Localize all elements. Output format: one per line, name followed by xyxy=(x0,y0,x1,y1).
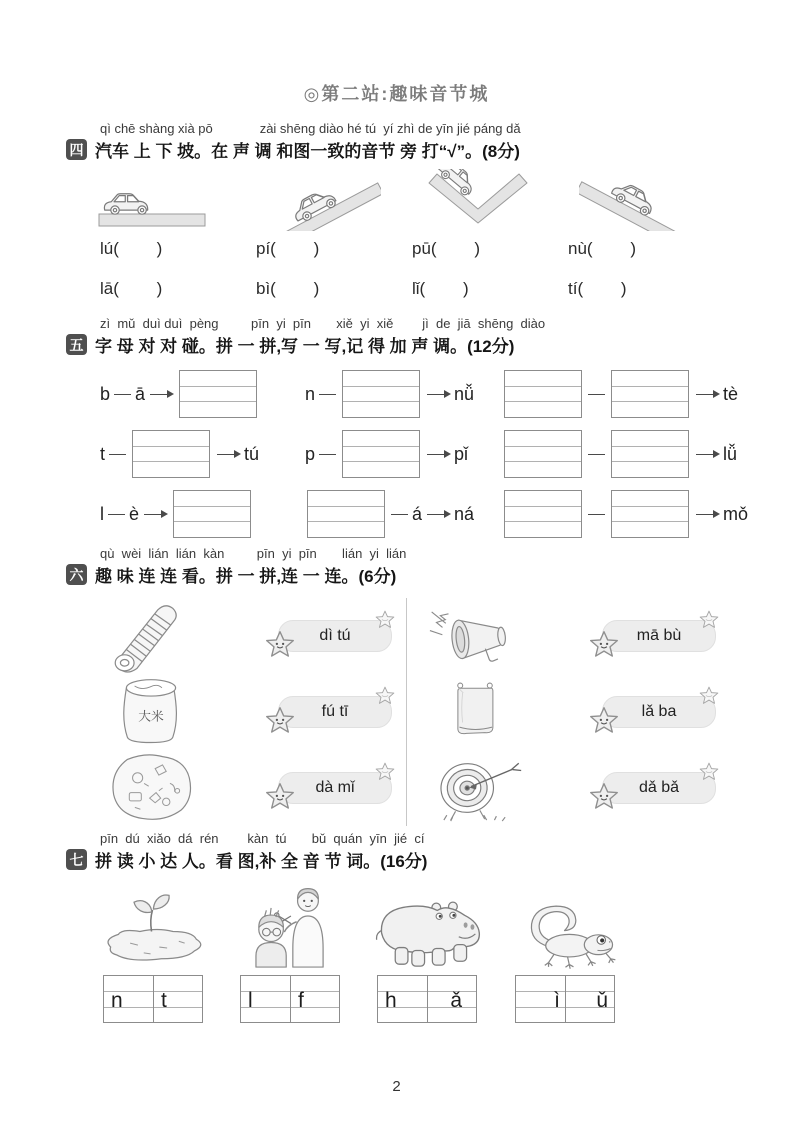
section7-header xyxy=(66,847,427,872)
arrow-icon xyxy=(427,454,449,455)
pinyin-text: l xyxy=(100,503,104,524)
star-icon xyxy=(699,610,719,630)
syllable-letter: f xyxy=(298,989,304,1012)
star-face-icon xyxy=(589,630,619,660)
section7-pinyin: pīn dú xiǎo dá rén kàn tú bǔ quán yīn jié cí xyxy=(100,831,425,846)
tone-answer-option[interactable]: lā( ) xyxy=(100,279,163,298)
arrow-icon xyxy=(696,454,718,455)
section5-number-badge: 五 xyxy=(66,334,87,355)
dash-line xyxy=(108,514,125,515)
pinyin-combine-cell xyxy=(502,370,739,418)
pinyin-text: mǒ xyxy=(723,503,749,524)
gecko-image xyxy=(515,876,615,972)
match-item-row xyxy=(420,750,716,826)
pinyin-combine-cell xyxy=(305,430,502,478)
column-divider xyxy=(406,598,407,826)
car-flat-image xyxy=(86,169,218,231)
tone-answer-option[interactable]: bì( ) xyxy=(256,279,320,298)
syllable-letter: ǔ xyxy=(596,989,608,1012)
section5-header xyxy=(66,332,514,357)
pinyin-text: lǚ xyxy=(723,443,738,464)
section6-title: 趣 味 连 连 看。拼 一 拼,连 一 连。(6分) xyxy=(95,567,397,586)
sprout-unit xyxy=(103,876,203,1023)
pinyin-text: á xyxy=(412,503,423,524)
star-icon xyxy=(375,686,395,706)
pinyin-text: n xyxy=(305,383,316,404)
gecko-unit xyxy=(515,876,615,1023)
section4-pinyin: qì chē shàng xià pō zài shēng diào hé tú yí zhì de yīn jié páng dǎ xyxy=(100,121,521,136)
pinyin-label: dì tú xyxy=(319,627,351,644)
pinyin-text: b xyxy=(100,383,111,404)
pinyin-text: ā xyxy=(135,383,146,404)
pinyin-text: tè xyxy=(723,383,739,404)
section4-options-row1 xyxy=(100,239,724,259)
writing-grid-box[interactable] xyxy=(504,370,582,418)
tone-answer-option[interactable]: lú( ) xyxy=(100,239,163,258)
arrow-icon xyxy=(217,454,239,455)
section6-number-badge: 六 xyxy=(66,564,87,585)
dash-line xyxy=(319,394,336,395)
star-icon xyxy=(375,610,395,630)
syllable-letter: n xyxy=(111,989,123,1012)
writing-grid-box[interactable] xyxy=(611,490,689,538)
tone-answer-option[interactable]: nù( ) xyxy=(568,239,637,258)
pinyin-combine-cell xyxy=(305,370,502,418)
writing-grid-box[interactable] xyxy=(173,490,251,538)
page-title: ◎第二站:趣味音节城 xyxy=(303,84,490,104)
section5-pinyin: zì mǔ duì duì pèng pīn yi pīn xiě yi xiě jì de jiā shēng diào xyxy=(100,316,546,331)
pinyin-text: nǚ xyxy=(454,383,475,404)
match-item-row xyxy=(96,598,392,674)
pinyin-label: fú tī xyxy=(321,703,349,720)
pinyin-combine-cell xyxy=(305,490,502,538)
syllable-units xyxy=(0,876,793,1026)
syllable-answer-box[interactable] xyxy=(103,975,203,1023)
car-downhill-image xyxy=(578,169,710,231)
dash-line xyxy=(109,454,126,455)
syllable-letter: l xyxy=(248,989,253,1012)
pinyin-text: è xyxy=(129,503,140,524)
section4-options-row2 xyxy=(100,279,724,299)
arrow-icon xyxy=(144,514,166,515)
pinyin-label-pill[interactable] xyxy=(278,696,392,728)
writing-grid-box[interactable] xyxy=(132,430,210,478)
dash-line xyxy=(588,394,605,395)
pinyin-combine-cell xyxy=(100,430,305,478)
pinyin-combine-cell xyxy=(100,370,305,418)
tone-car-images xyxy=(86,169,710,231)
section4-title: 汽车 上 下 坡。在 声 调 和图一致的音节 旁 打“√”。(8分) xyxy=(95,142,520,161)
match-column-left xyxy=(96,598,392,826)
star-icon xyxy=(375,762,395,782)
sprout-image xyxy=(103,876,203,972)
towel-image xyxy=(420,674,530,750)
section7-number-badge: 七 xyxy=(66,849,87,870)
star-icon xyxy=(699,686,719,706)
writing-grid-box[interactable] xyxy=(504,490,582,538)
match-column-right xyxy=(420,598,716,826)
writing-grid-box[interactable] xyxy=(342,430,420,478)
writing-grid-box[interactable] xyxy=(307,490,385,538)
star-face-icon xyxy=(589,706,619,736)
haircut-unit xyxy=(240,876,340,1023)
letter-combination-grid xyxy=(100,364,749,544)
escalator-image xyxy=(96,596,206,676)
writing-grid-box[interactable] xyxy=(611,430,689,478)
match-item-row xyxy=(420,674,716,750)
syllable-letter: h xyxy=(385,989,397,1012)
rice-bag-image xyxy=(96,673,206,751)
haircut-image xyxy=(240,876,340,972)
pinyin-label: dǎ bǎ xyxy=(638,779,680,796)
pinyin-label-pill[interactable] xyxy=(602,772,716,804)
arrow-icon xyxy=(427,394,449,395)
map-image xyxy=(96,752,206,824)
writing-grid-box[interactable] xyxy=(611,370,689,418)
pinyin-text: p xyxy=(305,443,316,464)
tone-answer-option[interactable]: lǐ( ) xyxy=(412,279,469,298)
section4-header xyxy=(66,137,520,162)
section4-number-badge: 四 xyxy=(66,139,87,160)
pinyin-combine-cell xyxy=(100,490,305,538)
syllable-letter: t xyxy=(161,989,167,1012)
writing-grid-box[interactable] xyxy=(504,430,582,478)
syllable-answer-box[interactable] xyxy=(240,975,340,1023)
tone-answer-option[interactable]: pū( ) xyxy=(412,239,481,258)
syllable-letter: ì xyxy=(554,989,560,1012)
pinyin-label: mā bù xyxy=(636,627,682,644)
pinyin-label-pill[interactable] xyxy=(602,620,716,652)
match-item-row xyxy=(420,598,716,674)
arrow-icon xyxy=(150,394,172,395)
pinyin-label: lǎ ba xyxy=(641,703,677,720)
pinyin-label-pill[interactable] xyxy=(602,696,716,728)
pinyin-text: ná xyxy=(454,503,475,524)
syllable-answer-box[interactable] xyxy=(515,975,615,1023)
hippo-unit xyxy=(377,876,477,1023)
star-face-icon xyxy=(589,782,619,812)
car-uphill-image xyxy=(250,169,382,231)
writing-grid-box[interactable] xyxy=(179,370,257,418)
star-face-icon xyxy=(265,706,295,736)
star-icon xyxy=(699,762,719,782)
syllable-answer-box[interactable] xyxy=(377,975,477,1023)
dartboard-image xyxy=(420,753,530,823)
dash-line xyxy=(319,454,336,455)
tone-answer-option[interactable]: tí( ) xyxy=(568,279,627,298)
pinyin-text: t xyxy=(100,443,106,464)
arrow-icon xyxy=(696,514,718,515)
car-valley-image xyxy=(414,169,546,231)
section6-header xyxy=(66,562,396,587)
star-face-icon xyxy=(265,630,295,660)
pinyin-combine-cell xyxy=(502,430,738,478)
arrow-icon xyxy=(696,394,718,395)
section5-title: 字 母 对 对 碰。拼 一 拼,写 一 写,记 得 加 声 调。(12分) xyxy=(95,337,515,356)
hippo-image xyxy=(377,876,477,972)
writing-grid-box[interactable] xyxy=(342,370,420,418)
match-item-row xyxy=(96,750,392,826)
dash-line xyxy=(588,514,605,515)
pinyin-text: tú xyxy=(244,443,260,464)
pinyin-text: pǐ xyxy=(454,443,469,464)
page-number: 2 xyxy=(392,1078,401,1095)
pinyin-label: dà mǐ xyxy=(315,779,355,796)
dash-line xyxy=(391,514,408,515)
megaphone-image xyxy=(420,597,530,675)
star-face-icon xyxy=(265,782,295,812)
dash-line xyxy=(588,454,605,455)
pinyin-label-pill[interactable] xyxy=(278,620,392,652)
match-item-row xyxy=(96,674,392,750)
section7-title: 拼 读 小 达 人。看 图,补 全 音 节 词。(16分) xyxy=(95,852,428,871)
syllable-letter: ǎ xyxy=(450,989,462,1012)
pinyin-combine-cell xyxy=(502,490,749,538)
arrow-icon xyxy=(427,514,449,515)
tone-answer-option[interactable]: pí( ) xyxy=(256,239,320,258)
dash-line xyxy=(114,394,131,395)
section6-pinyin: qù wèi lián lián kàn pīn yi pīn lián yi lián xyxy=(100,546,407,561)
pinyin-label-pill[interactable] xyxy=(278,772,392,804)
